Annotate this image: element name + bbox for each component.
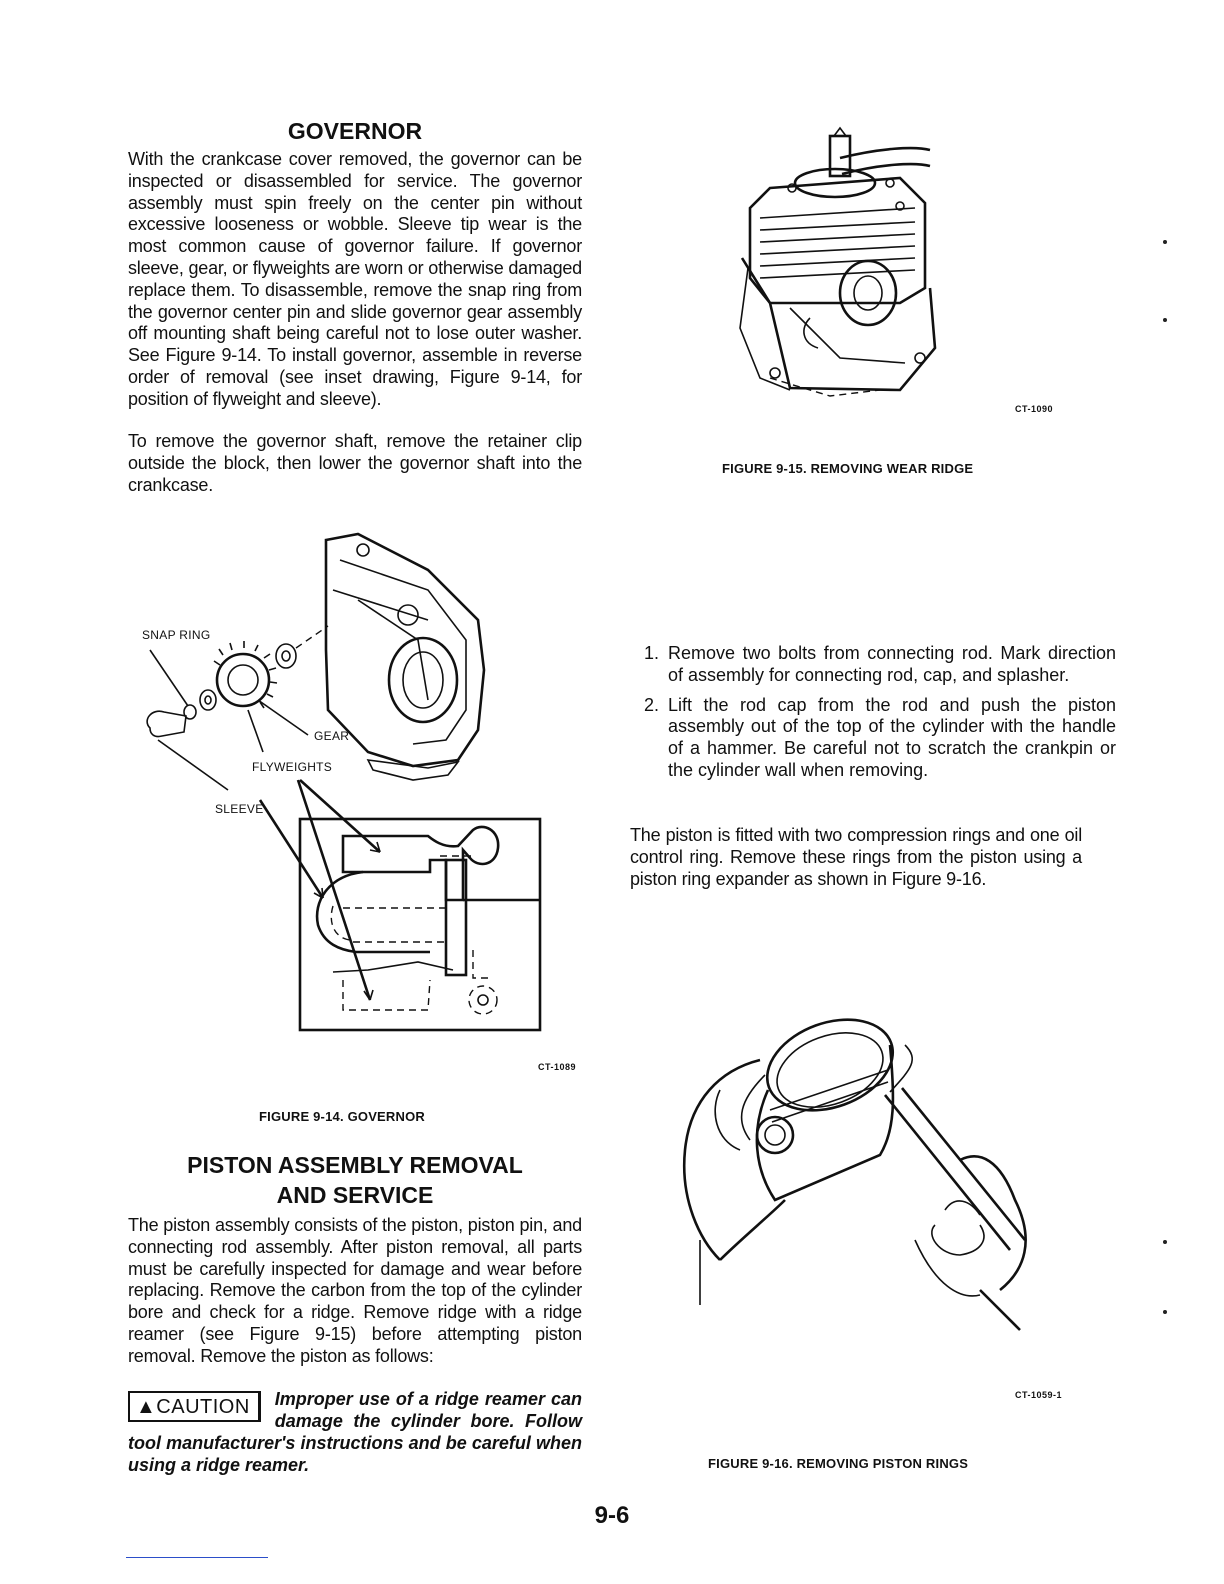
piston-paragraph: The piston assembly consists of the piston, piston pin, and connecting rod assembly. After piston removal, all parts must be carefully inspected for damage and wear before replacing. Remove the carbon from the top of the cylinder bore and check for a ridge. Remove ridge with a ridge reamer (see Figure 9-15) before attempting piston removal. Remove the piston as follows: [128, 1215, 582, 1366]
figure-9-14-caption: FIGURE 9-14. GOVERNOR [259, 1109, 426, 1124]
footer-rule [126, 1557, 268, 1558]
removal-steps-list [630, 643, 1116, 790]
rings-paragraph: The piston is fitted with two compression rings and one oil control ring. Remove these rings from the piston using a piston ring expander as shown in Figure 9-16. [630, 825, 1082, 889]
label-sleeve: SLEEVE [215, 802, 264, 816]
piston-heading-line2: AND SERVICE [276, 1182, 434, 1208]
label-gear: GEAR [314, 729, 350, 743]
label-snap-ring: SNAP RING [142, 628, 211, 642]
margin-dot [1163, 240, 1167, 244]
governor-paragraph-1: With the crankcase cover removed, the governor can be inspected or disassembled for service. The governor assembly must spin freely on the center pin without excessive looseness or wobble. Sleeve tip wear is the most common cause of governor failure. If governor sleeve, gear, or flyweights are worn or otherwise damaged replace them. To disassemble, remove the snap ring from the governor center pin and slide governor gear assembly off mounting shaft being careful not to lose outer washer. See Figure 9-14. To install governor, assemble in reverse order of removal (see inset drawing, Figure 9-14, for position of flyweight and sleeve). [128, 149, 582, 409]
governor-paragraph-2: To remove the governor shaft, remove the retainer clip outside the block, then lower the governor shaft into the crankcase. [128, 431, 582, 495]
caution-label: CAUTION [156, 1396, 250, 1418]
page-number: 9-6 [594, 1502, 630, 1529]
governor-heading: GOVERNOR [287, 118, 423, 144]
piston-heading-line1: PISTON ASSEMBLY REMOVAL [187, 1152, 523, 1178]
step-1: 1. Remove two bolts from connecting rod. Mark direction of assembly for connecting rod, cap, and splasher. [664, 643, 1116, 687]
figure-9-15-code: CT-1090 [1015, 404, 1054, 414]
ridge-reamer-illustration [730, 128, 940, 408]
figure-9-15-caption: FIGURE 9-15. REMOVING WEAR RIDGE [722, 461, 974, 476]
caution-text: Improper use of a ridge reamer can damage the cylinder bore. Follow tool manufacturer's instructions and be careful when using a ridge reamer. [128, 1389, 582, 1475]
caution-box [128, 1391, 261, 1422]
caution-block [128, 1388, 582, 1476]
step-2: 2. Lift the rod cap from the rod and push the piston assembly out of the top of the cylinder with the handle of a hammer. Be careful not to scratch the crankpin or the cylinder wall when removing. [664, 695, 1116, 782]
margin-dot [1163, 318, 1167, 322]
figure-9-16-caption: FIGURE 9-16. REMOVING PISTON RINGS [708, 1456, 969, 1471]
figure-9-16-code: CT-1059-1 [1015, 1390, 1063, 1400]
governor-illustration [128, 530, 588, 1040]
figure-9-14-code: CT-1089 [538, 1062, 577, 1072]
piston-ring-expander-illustration [680, 1000, 1050, 1340]
label-flyweights: FLYWEIGHTS [252, 760, 333, 774]
margin-dot [1163, 1240, 1167, 1244]
margin-dot [1163, 1310, 1167, 1314]
warning-triangle-icon: ▲ [136, 1396, 157, 1418]
